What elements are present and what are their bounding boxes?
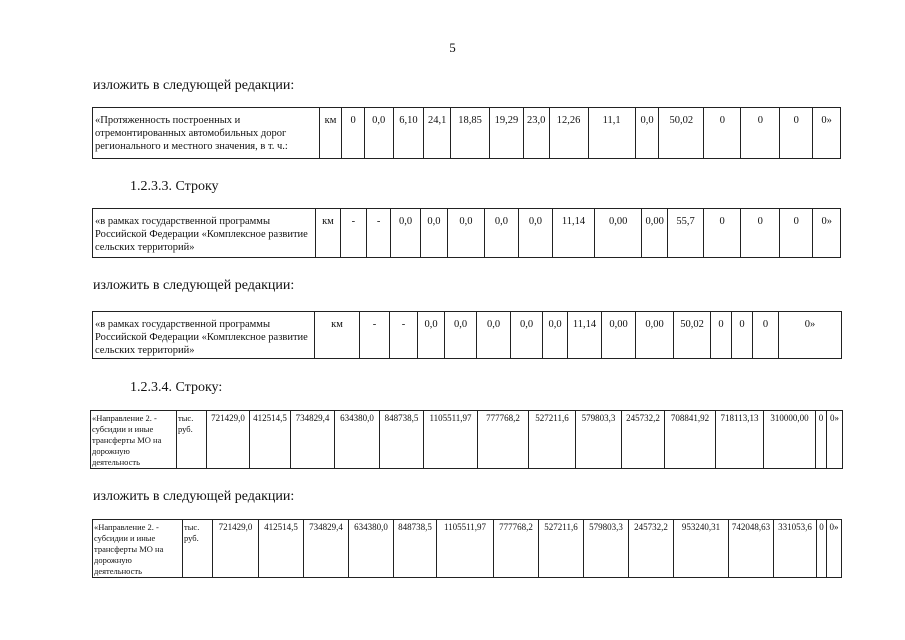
value-cell: 527211,6 xyxy=(539,520,584,578)
value-cell: - xyxy=(360,312,390,359)
table-row xyxy=(93,108,841,159)
value-cell: 953240,31 xyxy=(674,520,729,578)
heading-new-edition-1: изложить в следующей редакции: xyxy=(93,78,295,93)
value-cell: 0,00 xyxy=(641,209,667,258)
value-cell: 634380,0 xyxy=(349,520,394,578)
value-cell: 0 xyxy=(779,209,812,258)
row-label: «Направление 2. - субсидии и иные трансферты МО на дорожную деятельность xyxy=(93,520,183,578)
value-cell: 0,0 xyxy=(635,108,659,159)
value-cell: 0,0 xyxy=(445,312,477,359)
value-cell: 0,0 xyxy=(477,312,511,359)
value-cell: 848738,5 xyxy=(394,520,437,578)
value-cell: - xyxy=(367,209,391,258)
value-cell: 0 xyxy=(816,411,827,469)
heading-new-edition-2: изложить в следующей редакции: xyxy=(93,278,295,293)
value-cell: 0,0 xyxy=(418,312,445,359)
value-cell: 0,0 xyxy=(519,209,552,258)
value-cell: 0,0 xyxy=(364,108,393,159)
value-cell: 23,0 xyxy=(523,108,549,159)
value-cell: 0,0 xyxy=(448,209,485,258)
table-subsidies-new xyxy=(92,519,842,578)
value-cell: 0,0 xyxy=(484,209,519,258)
value-cell: 0 xyxy=(741,209,780,258)
value-cell: 634380,0 xyxy=(335,411,380,469)
page-number: 5 xyxy=(449,40,456,55)
value-cell: 0 xyxy=(753,312,779,359)
value-cell: 0» xyxy=(827,411,843,469)
value-cell: 0 xyxy=(703,209,741,258)
value-cell: 12,26 xyxy=(549,108,588,159)
table-row xyxy=(91,411,843,469)
value-cell: 579803,3 xyxy=(584,520,629,578)
unit-cell: км xyxy=(316,209,340,258)
value-cell: 0,0 xyxy=(511,312,543,359)
table-subsidies-old xyxy=(90,410,843,469)
value-cell: 0» xyxy=(813,209,841,258)
unit-cell: км xyxy=(319,108,342,159)
value-cell: 718113,13 xyxy=(716,411,764,469)
value-cell: 24,1 xyxy=(424,108,451,159)
value-cell: 734829,4 xyxy=(304,520,349,578)
row-label: «в рамках государственной программы Российской Федерации «Комплексное развитие сельских территорий» xyxy=(93,209,316,258)
value-cell: 742048,63 xyxy=(729,520,774,578)
value-cell: 0 xyxy=(780,108,813,159)
value-cell: 0 xyxy=(732,312,753,359)
value-cell: 11,1 xyxy=(588,108,635,159)
row-label: «в рамках государственной программы Российской Федерации «Комплексное развитие сельских территорий» xyxy=(93,312,315,359)
value-cell: 19,29 xyxy=(490,108,524,159)
value-cell: 1105511,97 xyxy=(424,411,478,469)
value-cell: 848738,5 xyxy=(380,411,424,469)
value-cell: 11,14 xyxy=(552,209,595,258)
unit-cell: км xyxy=(315,312,360,359)
value-cell: 412514,5 xyxy=(259,520,304,578)
value-cell: 412514,5 xyxy=(250,411,291,469)
value-cell: 0,00 xyxy=(636,312,674,359)
value-cell: 1105511,97 xyxy=(437,520,494,578)
value-cell: 721429,0 xyxy=(213,520,259,578)
value-cell: - xyxy=(390,312,418,359)
unit-cell: тыс. руб. xyxy=(183,520,213,578)
value-cell: 0 xyxy=(817,520,827,578)
value-cell: 11,14 xyxy=(568,312,602,359)
value-cell: 55,7 xyxy=(668,209,704,258)
table-row xyxy=(93,209,841,258)
value-cell: 0» xyxy=(827,520,842,578)
value-cell: 579803,3 xyxy=(576,411,622,469)
row-label: «Направление 2. - субсидии и иные трансферты МО на дорожную деятельность xyxy=(91,411,177,469)
value-cell: 50,02 xyxy=(674,312,711,359)
value-cell: 245732,2 xyxy=(622,411,665,469)
value-cell: 50,02 xyxy=(659,108,704,159)
value-cell: 6,10 xyxy=(393,108,424,159)
value-cell: 245732,2 xyxy=(629,520,674,578)
value-cell: 0» xyxy=(779,312,842,359)
row-label: «Протяженность построенных и отремонтированных автомобильных дорог регионального и местного значения, в т. ч.: xyxy=(93,108,320,159)
value-cell: 18,85 xyxy=(451,108,490,159)
value-cell: 0,00 xyxy=(602,312,636,359)
value-cell: 0» xyxy=(813,108,841,159)
value-cell: 0,00 xyxy=(595,209,642,258)
table-rural-program-new xyxy=(92,311,842,359)
value-cell: 0 xyxy=(741,108,780,159)
unit-cell: тыс. руб. xyxy=(177,411,207,469)
table-row xyxy=(93,312,842,359)
value-cell: - xyxy=(340,209,366,258)
value-cell: 734829,4 xyxy=(291,411,335,469)
value-cell: 721429,0 xyxy=(207,411,250,469)
value-cell: 0,0 xyxy=(391,209,420,258)
heading-section-1-2-3-3: 1.2.3.3. Строку xyxy=(130,179,219,194)
table-rural-program-old xyxy=(92,208,841,258)
table-length-roads xyxy=(92,107,841,159)
value-cell: 331053,6 xyxy=(774,520,817,578)
value-cell: 777768,2 xyxy=(478,411,529,469)
value-cell: 310000,00 xyxy=(764,411,816,469)
heading-new-edition-3: изложить в следующей редакции: xyxy=(93,489,295,504)
value-cell: 0 xyxy=(342,108,365,159)
value-cell: 0,0 xyxy=(543,312,568,359)
value-cell: 527211,6 xyxy=(529,411,576,469)
value-cell: 0 xyxy=(711,312,732,359)
table-row xyxy=(93,520,842,578)
value-cell: 708841,92 xyxy=(665,411,716,469)
value-cell: 0,0 xyxy=(420,209,447,258)
heading-section-1-2-3-4: 1.2.3.4. Строку: xyxy=(130,380,223,395)
value-cell: 777768,2 xyxy=(494,520,539,578)
value-cell: 0 xyxy=(704,108,741,159)
